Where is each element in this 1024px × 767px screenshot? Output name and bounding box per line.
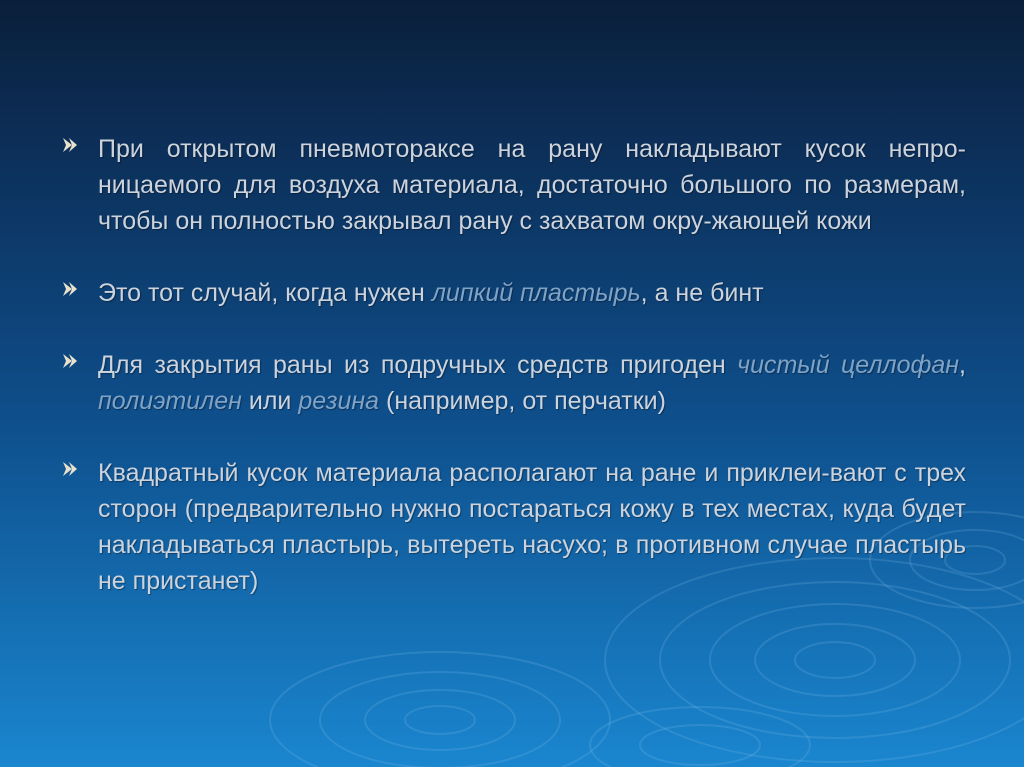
emphasis-text: полиэтилен bbox=[98, 387, 242, 415]
text-segment: Это тот случай, когда нужен bbox=[98, 279, 432, 307]
bullet-item bbox=[60, 347, 966, 419]
bullet-text bbox=[98, 455, 966, 599]
bullet-text bbox=[98, 347, 966, 419]
chevron-arrow-right-icon bbox=[60, 277, 80, 301]
text-segment: или bbox=[241, 387, 299, 415]
bullet-list bbox=[60, 131, 966, 635]
emphasis-text: чистый целлофан bbox=[737, 351, 960, 379]
bullet-text bbox=[98, 131, 966, 239]
chevron-arrow-right-icon bbox=[60, 349, 80, 373]
text-segment: При открытом пневмотораксе на рану накладывают кусок непро-ницаемого для воздуха материала, достаточно большого по размерам, чтобы он полностью закрывал рану с захватом окру-жающей кожи bbox=[98, 135, 966, 235]
chevron-arrow-right-icon bbox=[60, 133, 80, 157]
bullet-item bbox=[60, 455, 966, 599]
text-segment: , а не бинт bbox=[640, 279, 764, 307]
emphasis-text: липкий пластырь bbox=[431, 279, 641, 307]
text-segment: Для закрытия раны из подручных средств пригоден bbox=[98, 351, 738, 379]
bullet-item bbox=[60, 131, 966, 239]
bullet-item bbox=[60, 275, 966, 311]
bullet-text bbox=[98, 275, 966, 311]
text-segment: , bbox=[959, 351, 966, 379]
chevron-arrow-right-icon bbox=[60, 457, 80, 481]
text-segment: Квадратный кусок материала располагают на ране и приклеи-вают с трех сторон (предварительно нужно постараться кожу в тех местах, куда будет накладываться пластырь, вытереть насухо; в противном случае пластырь не пристанет) bbox=[98, 459, 966, 595]
emphasis-text: резина bbox=[298, 387, 380, 415]
text-segment: (например, от перчатки) bbox=[379, 387, 666, 415]
